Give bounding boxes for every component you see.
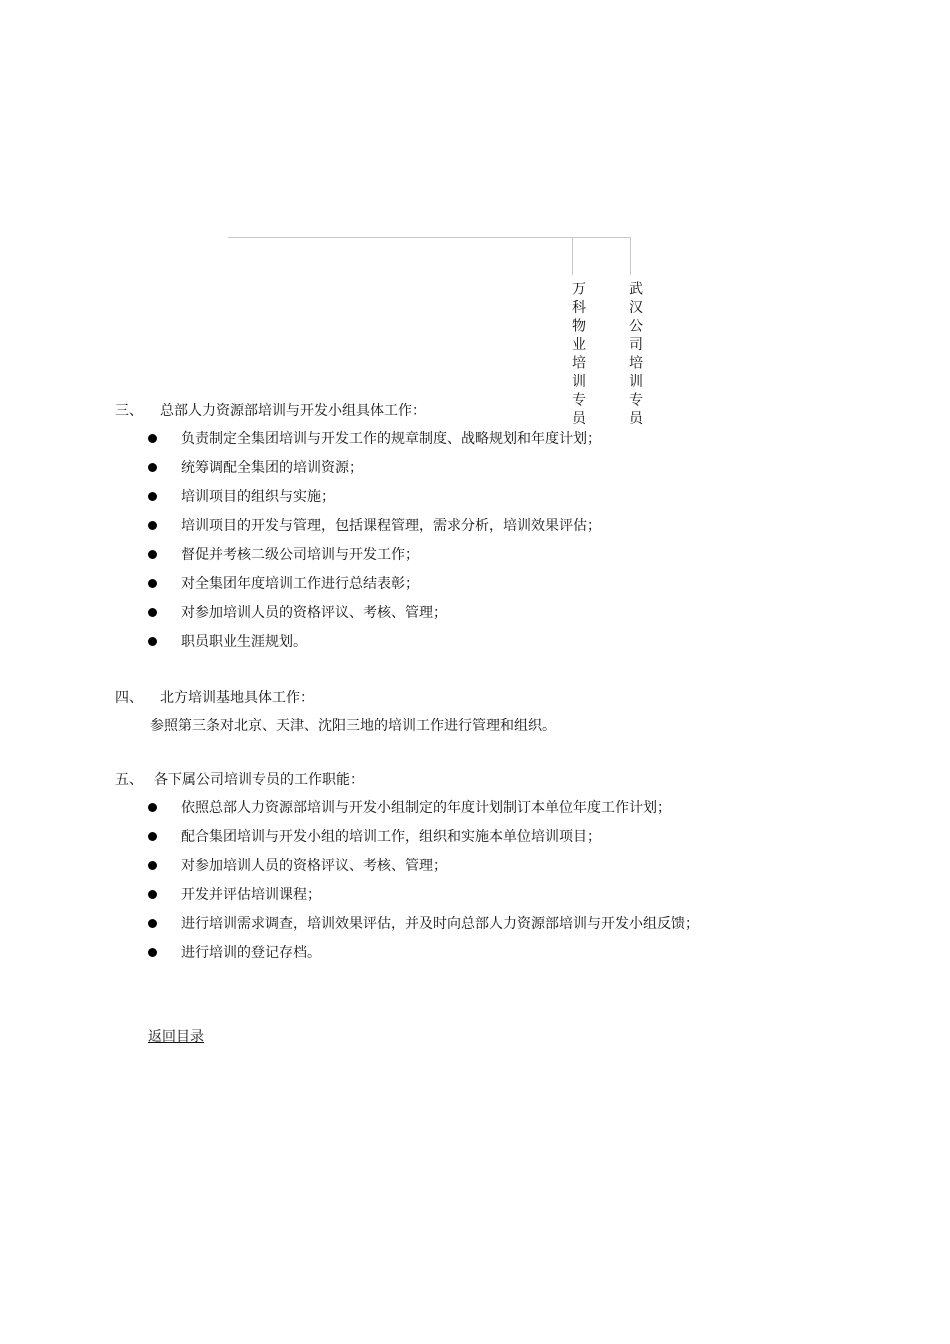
org-chart-horizontal-line bbox=[228, 237, 630, 238]
list-item-text: 进行培训需求调查，培训效果评估，并及时向总部人力资源部培训与开发小组反馈； bbox=[181, 916, 699, 932]
bullet-icon bbox=[148, 948, 157, 957]
bullet-icon bbox=[148, 608, 157, 617]
org-node-vanke-property-trainer: 万科物业培训专员 bbox=[570, 281, 586, 429]
bullet-icon bbox=[148, 919, 157, 928]
section-4-title: 北方培训基地具体工作： bbox=[160, 690, 314, 706]
list-item-text: 督促并考核二级公司培训与开发工作； bbox=[181, 547, 419, 563]
bullet-icon bbox=[148, 637, 157, 646]
section-4-body: 参照第三条对北京、天津、沈阳三地的培训工作进行管理和组织。 bbox=[150, 718, 556, 734]
section-4-heading bbox=[115, 688, 314, 708]
section-5-number: 五、 bbox=[115, 772, 143, 788]
list-item-text: 配合集团培训与开发小组的培训工作，组织和实施本单位培训项目； bbox=[181, 829, 601, 845]
bullet-icon bbox=[148, 579, 157, 588]
back-to-contents-link[interactable]: 返回目录 bbox=[148, 1029, 204, 1045]
bullet-icon bbox=[148, 434, 157, 443]
org-chart-connector-1 bbox=[572, 237, 573, 275]
bullet-icon bbox=[148, 832, 157, 841]
bullet-icon bbox=[148, 492, 157, 501]
list-item-text: 职员职业生涯规划。 bbox=[181, 634, 307, 650]
bullet-icon bbox=[148, 463, 157, 472]
list-item-text: 统筹调配全集团的培训资源； bbox=[181, 460, 363, 476]
bullet-icon bbox=[148, 521, 157, 530]
list-item-text: 开发并评估培训课程； bbox=[181, 887, 321, 903]
list-item-text: 培训项目的组织与实施； bbox=[181, 489, 335, 505]
list-item-text: 进行培训的登记存档。 bbox=[181, 945, 321, 961]
list-item-text: 对参加培训人员的资格评议、考核、管理； bbox=[181, 605, 447, 621]
org-node-wuhan-trainer: 武汉公司培训专员 bbox=[627, 281, 643, 429]
section-3-heading bbox=[115, 401, 426, 421]
list-item-text: 负责制定全集团培训与开发工作的规章制度、战略规划和年度计划； bbox=[181, 431, 601, 447]
bullet-icon bbox=[148, 861, 157, 870]
section-5-heading bbox=[115, 770, 364, 790]
section-5-title: 各下属公司培训专员的工作职能： bbox=[154, 772, 364, 788]
section-3-number: 三、 bbox=[115, 403, 143, 419]
list-item-text: 对参加培训人员的资格评议、考核、管理； bbox=[181, 858, 447, 874]
list-item-text: 依照总部人力资源部培训与开发小组制定的年度计划制订本单位年度工作计划； bbox=[181, 800, 671, 816]
section-4-number: 四、 bbox=[115, 690, 143, 706]
org-chart-connector-2 bbox=[630, 237, 631, 275]
bullet-icon bbox=[148, 890, 157, 899]
list-item-text: 对全集团年度培训工作进行总结表彰； bbox=[181, 576, 419, 592]
bullet-icon bbox=[148, 550, 157, 559]
list-item-text: 培训项目的开发与管理，包括课程管理，需求分析，培训效果评估； bbox=[181, 518, 601, 534]
bullet-icon bbox=[148, 803, 157, 812]
section-3-title: 总部人力资源部培训与开发小组具体工作： bbox=[160, 403, 426, 419]
